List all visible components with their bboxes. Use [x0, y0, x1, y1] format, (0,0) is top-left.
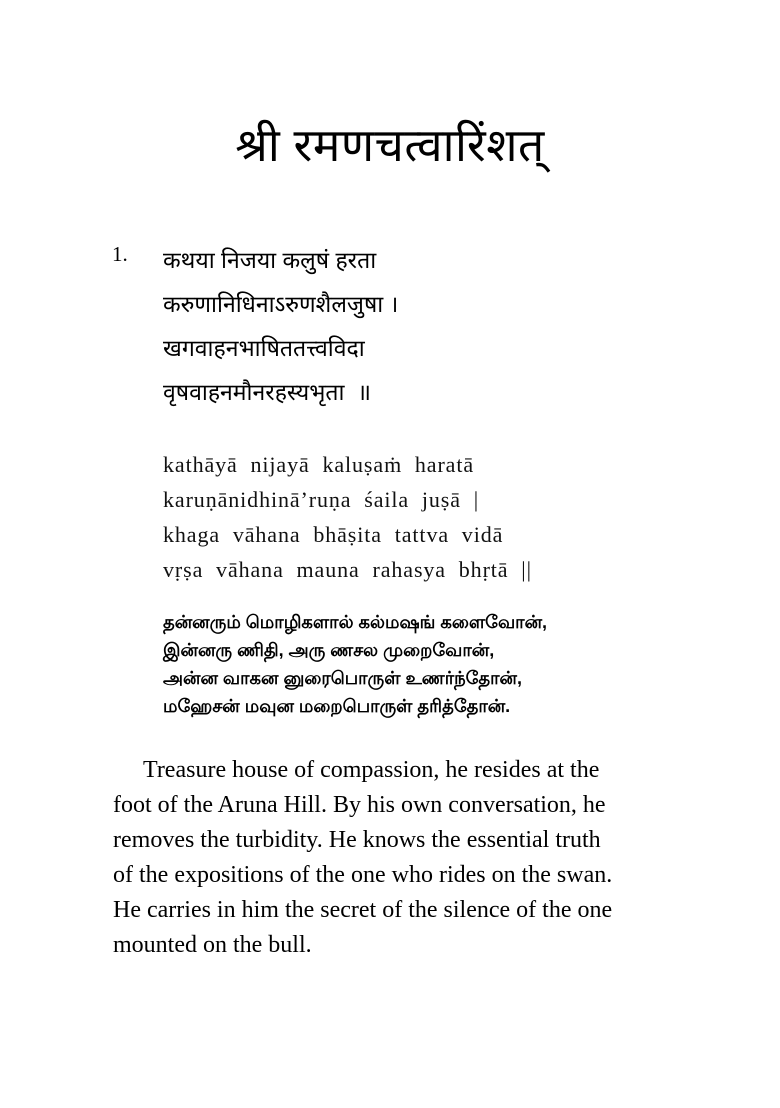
tamil-line-2: இன்னரு ணிதி, அரு ணசல முறைவோன், [163, 640, 495, 660]
iast-line-4: vṛṣa vāhana mauna rahasya bhṛtā || [163, 557, 532, 582]
tamil-line-1: தன்னரும் மொழிகளால் கல்மஷங் களைவோன், [163, 612, 548, 632]
english-line-6: mounted on the bull. [113, 932, 312, 958]
iast-line-2: karuṇānidhinā’ruṇa śaila juṣā | [163, 487, 480, 512]
devanagari-line-2: करुणानिधिनाऽरुणशैलजुषा । [163, 291, 399, 317]
english-line-5: He carries in him the secret of the silence of the one [113, 897, 613, 923]
iast-line-3: khaga vāhana bhāṣita tattva vidā [163, 522, 504, 547]
page-title: श्री रमणचत्वारिंशत् [235, 118, 545, 171]
iast-line-1: kathāyā nijayā kaluṣaṁ haratā [163, 452, 475, 477]
verse-number: 1. [112, 242, 128, 266]
tamil-line-3: அன்ன வாகன னுரைபொருள் உணர்ந்தோன், [163, 668, 523, 688]
tamil-verse-block [163, 608, 733, 720]
devanagari-line-1: कथया निजया कलुषं हरता [163, 247, 377, 273]
devanagari-line-4: वृषवाहनमौनरहस्यभृता ॥ [163, 379, 371, 405]
devanagari-line-3: खगवाहनभाषिततत्त्वविदा [163, 335, 365, 361]
tamil-line-4: மஹேசன் மவுன மறைபொருள் தரித்தோன். [163, 696, 511, 716]
iast-transliteration-block [163, 447, 723, 587]
verse-block [112, 238, 712, 414]
devanagari-verse [163, 238, 712, 414]
english-translation-block [113, 753, 671, 963]
english-line-4: of the expositions of the one who rides on the swan. [113, 862, 613, 888]
english-line-3: removes the turbidity. He knows the essential truth [113, 827, 601, 853]
english-line-1: Treasure house of compassion, he resides at the [143, 757, 600, 783]
english-line-2: foot of the Aruna Hill. By his own conversation, he [113, 792, 606, 818]
